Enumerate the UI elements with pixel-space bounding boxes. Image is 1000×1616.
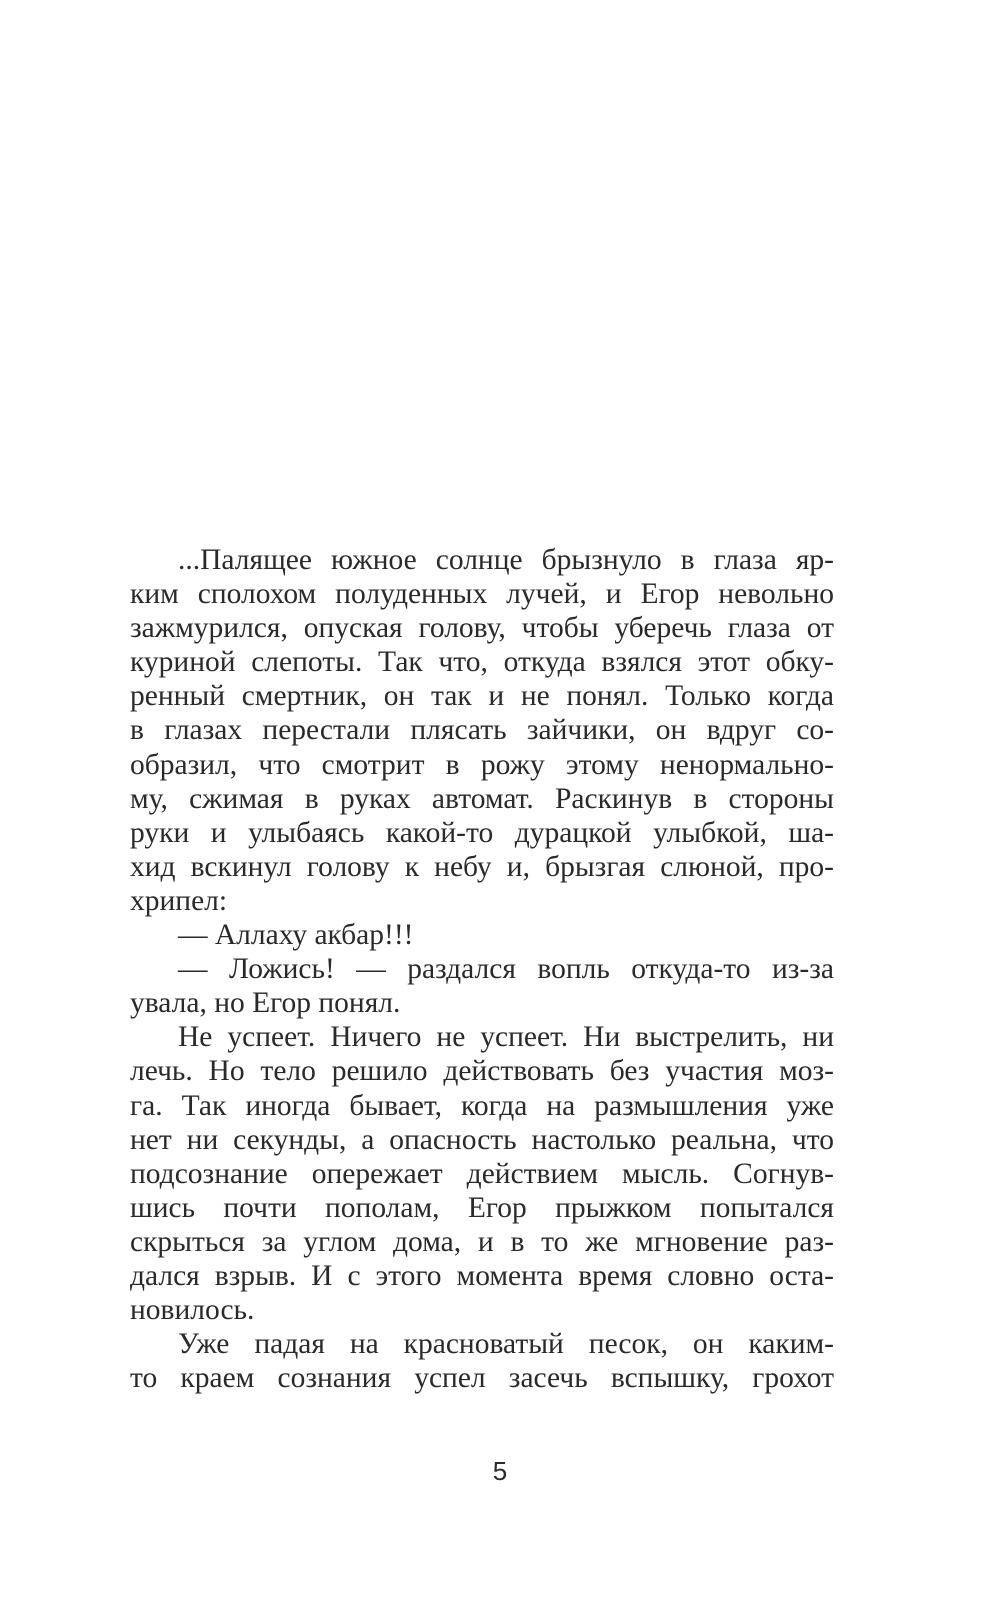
- text-line: ...Палящее южное солнце брызнуло в глаза яр-: [178, 544, 834, 576]
- page-number: 5: [492, 1456, 508, 1486]
- dialogue-line: — Аллаху акбар!!!: [178, 919, 414, 952]
- text-line: в глазах перестали плясать зайчики, он вдруг со-: [130, 714, 834, 747]
- text-line: Не успеет. Ничего не успеет. Ни выстрелить, ни: [178, 1021, 834, 1054]
- text-line: куриной слепоты. Так что, откуда взялся этот обку-: [130, 646, 834, 679]
- text-line: лечь. Но тело решило действовать без участия моз-: [130, 1055, 834, 1088]
- text-line: ренный смертник, он так и не понял. Только когда: [130, 680, 834, 713]
- text-line: ким сполохом полуденных лучей, и Егор невольно: [130, 578, 834, 611]
- text-line: скрыться за углом дома, и в то же мгновение раз-: [130, 1225, 834, 1258]
- text-line: нет ни секунды, а опасность настолько реальна, что: [130, 1123, 834, 1156]
- body-text: [130, 543, 834, 1395]
- text-line: образил, что смотрит в рожу этому ненормально-: [130, 748, 834, 781]
- text-line: подсознание опережает действием мысль. Согнув-: [130, 1157, 834, 1190]
- text-line: увала, но Егор понял.: [130, 987, 401, 1020]
- text-line: Уже падая на красноватый песок, он каким-: [178, 1328, 834, 1361]
- text-line: дался взрыв. И с этого момента время словно оста-: [130, 1259, 834, 1292]
- text-line: новилось.: [130, 1294, 255, 1327]
- text-line: хид вскинул голову к небу и, брызгая слюной, про-: [130, 850, 834, 883]
- text-line: руки и улыбаясь какой-то дурацкой улыбкой, ша-: [130, 816, 834, 849]
- text-line: шись почти пополам, Егор прыжком попытался: [130, 1191, 834, 1224]
- text-line: то краем сознания успел засечь вспышку, грохот: [130, 1362, 834, 1395]
- text-line: га. Так иногда бывает, когда на размышления уже: [130, 1089, 834, 1122]
- text-line: му, сжимая в руках автомат. Раскинув в стороны: [130, 782, 834, 815]
- text-line: зажмурился, опуская голову, чтобы уберечь глаза от: [130, 612, 834, 645]
- text-line: хрипел:: [130, 884, 228, 917]
- dialogue-line: — Ложись! — раздался вопль откуда-то из-за: [178, 953, 834, 986]
